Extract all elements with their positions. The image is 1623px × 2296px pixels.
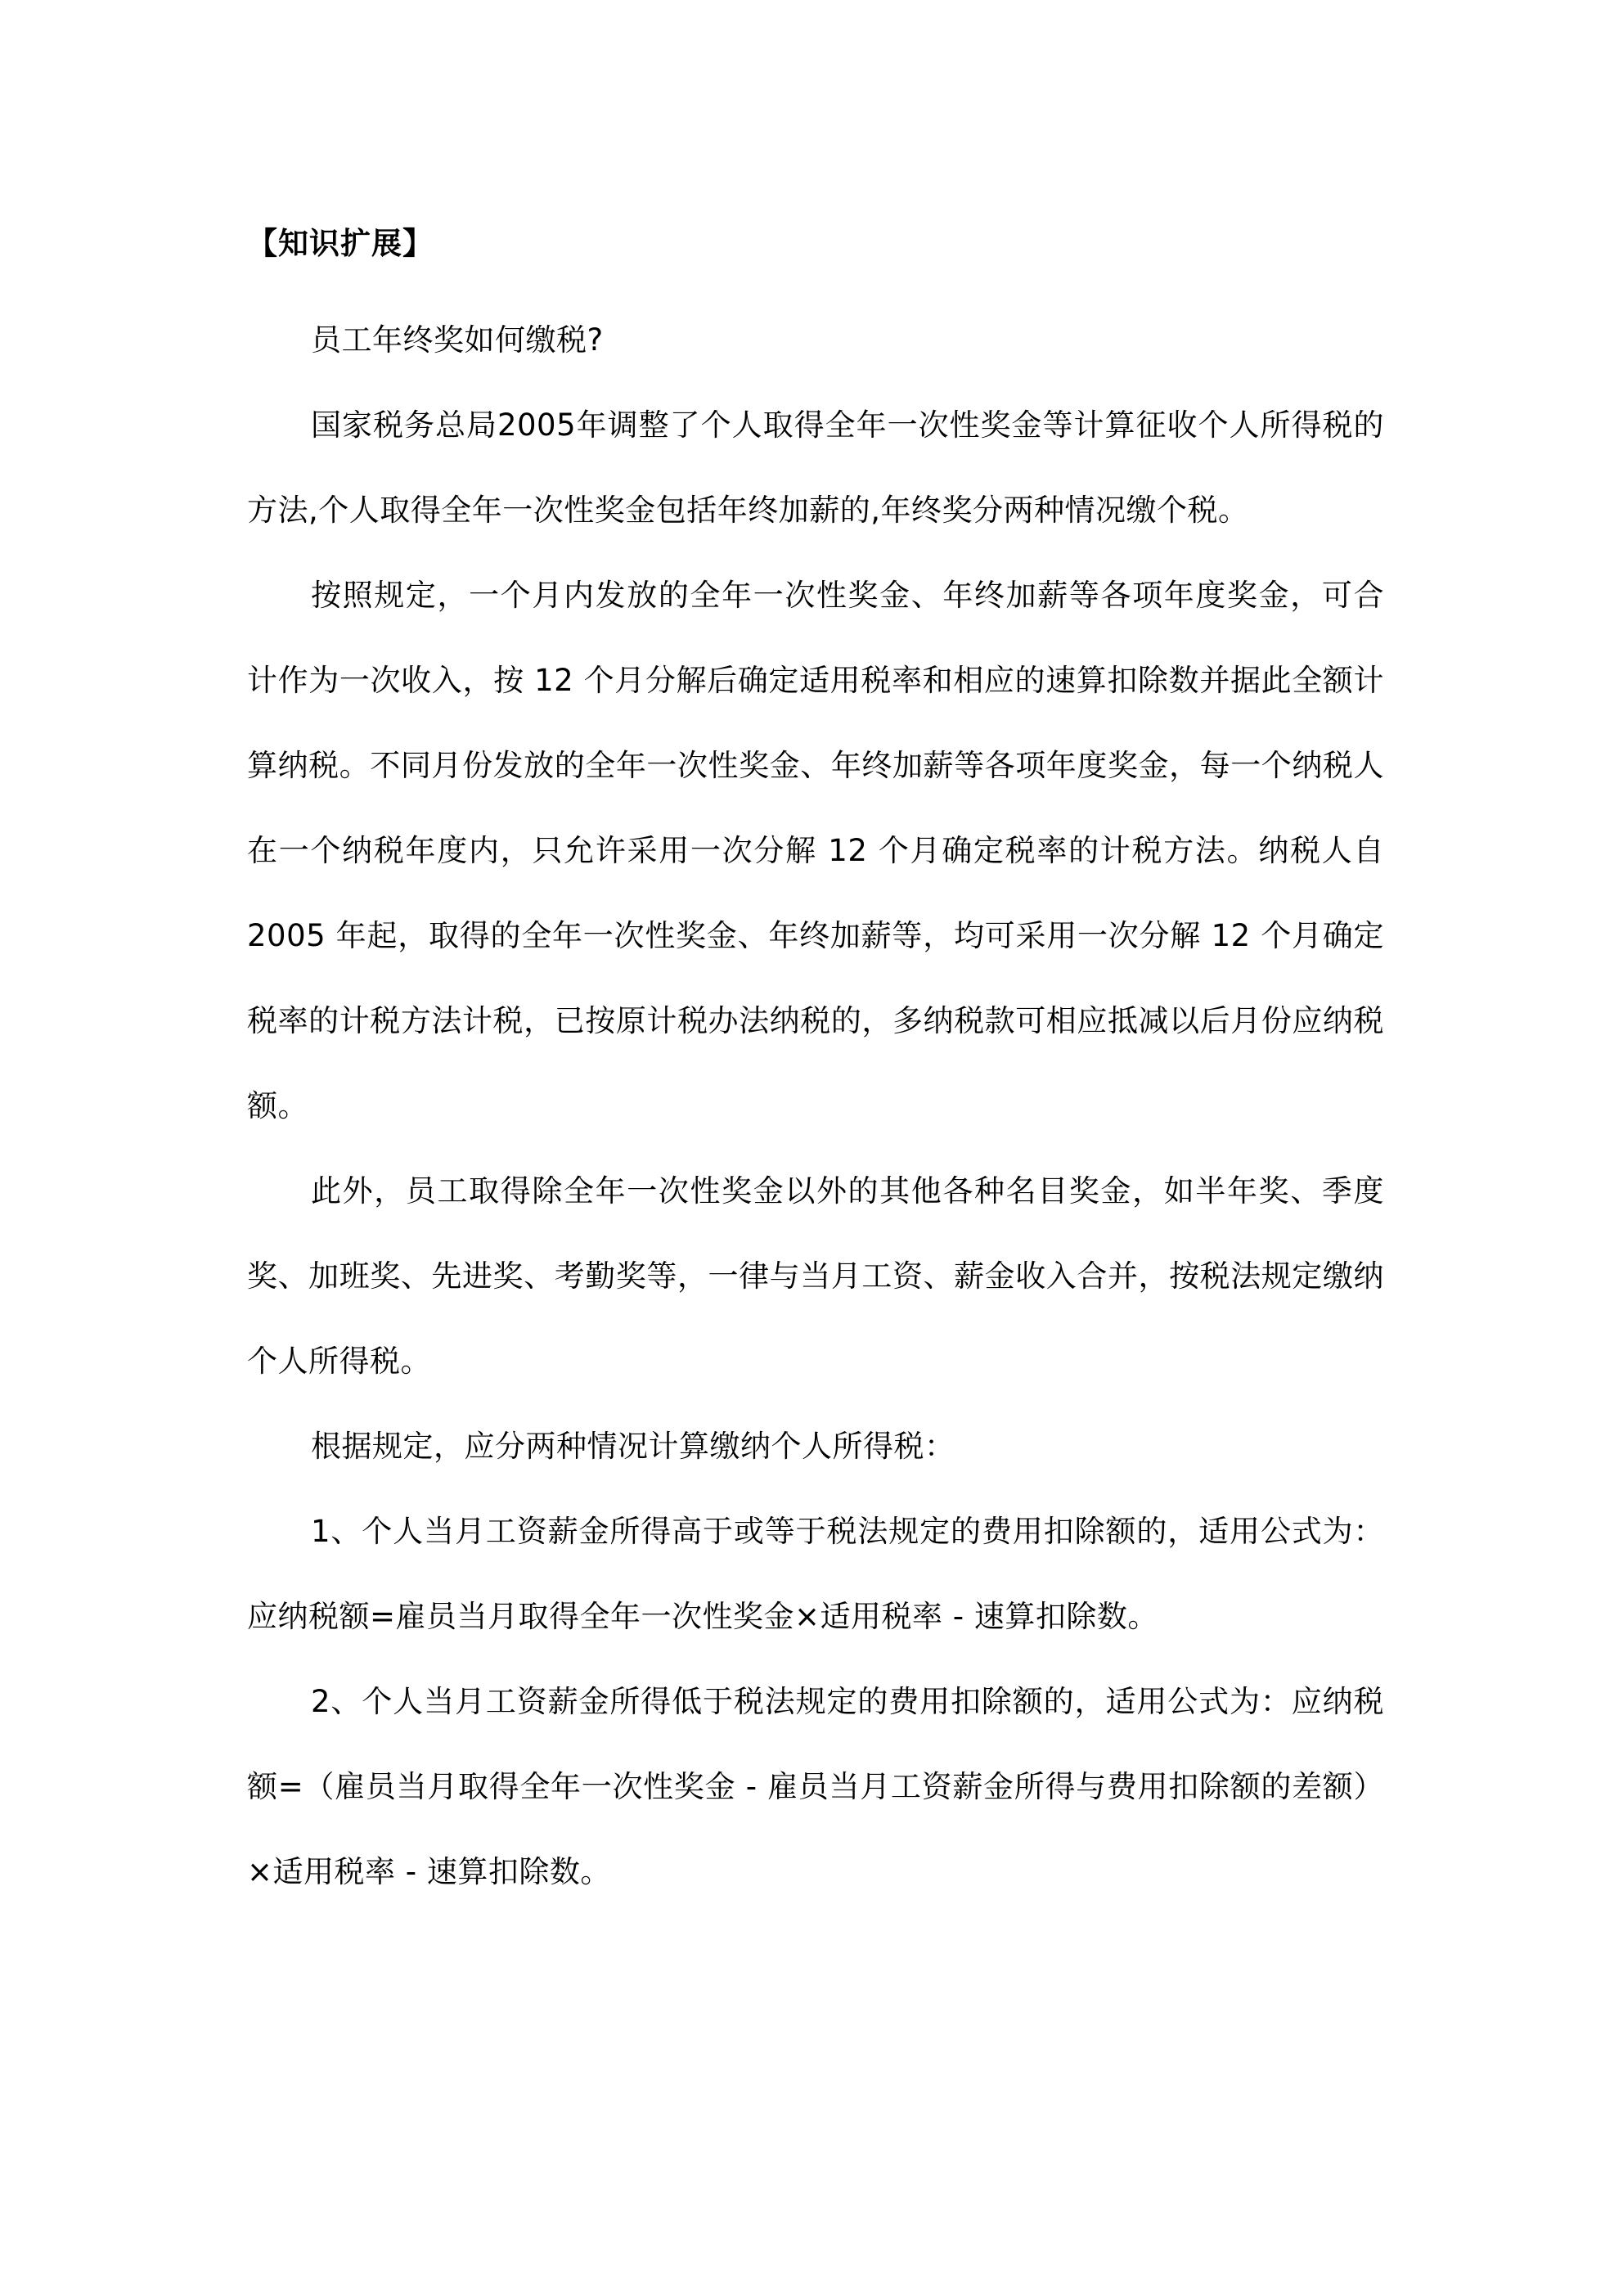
section-heading: 【知识扩展】 bbox=[247, 226, 434, 261]
regulation-paragraph: 按照规定，一个月内发放的全年一次性奖金、年终加薪等各项年度奖金，可合计作为一次收入，按 12 个月分解后确定适用税率和相应的速算扣除数并据此全额计算纳税。不同月份发放的全年一次性奖金、年终加薪等各项年度奖金，每一个纳税人在一个纳税年度内，只允许采用一次分解 12 个月确定税率的计税方法。纳税人自 2005 年起，取得的全年一次性奖金、年终加薪等，均可采用一次分解 12 个月确定税率的计税方法计税，已按原计税办法纳税的，多纳税款可相应抵减以后月份应纳税额。 bbox=[247, 578, 1384, 1123]
cases-intro-paragraph: 根据规定，应分两种情况计算缴纳个人所得税： bbox=[311, 1429, 955, 1464]
question-paragraph: 员工年终奖如何缴税? bbox=[311, 322, 604, 358]
case-two-paragraph: 2、个人当月工资薪金所得低于税法规定的费用扣除额的，适用公式为：应纳税额=（雇员当月取得全年一次性奖金 - 雇员当月工资薪金所得与费用扣除额的差额）×适用税率 - 速算扣除数。 bbox=[247, 1684, 1384, 1889]
other-bonus-paragraph: 此外，员工取得除全年一次性奖金以外的其他各种名目奖金，如半年奖、季度奖、加班奖、先进奖、考勤奖等，一律与当月工资、薪金收入合并，按税法规定缴纳个人所得税。 bbox=[247, 1173, 1384, 1379]
intro-paragraph: 国家税务总局2005年调整了个人取得全年一次性奖金等计算征收个人所得税的方法,个人取得全年一次性奖金包括年终加薪的,年终奖分两种情况缴个税。 bbox=[247, 407, 1384, 528]
document-body bbox=[247, 214, 1384, 1915]
case-one-paragraph: 1、个人当月工资薪金所得高于或等于税法规定的费用扣除额的，适用公式为：应纳税额=雇员当月取得全年一次性奖金×适用税率 - 速算扣除数。 bbox=[247, 1514, 1384, 1634]
